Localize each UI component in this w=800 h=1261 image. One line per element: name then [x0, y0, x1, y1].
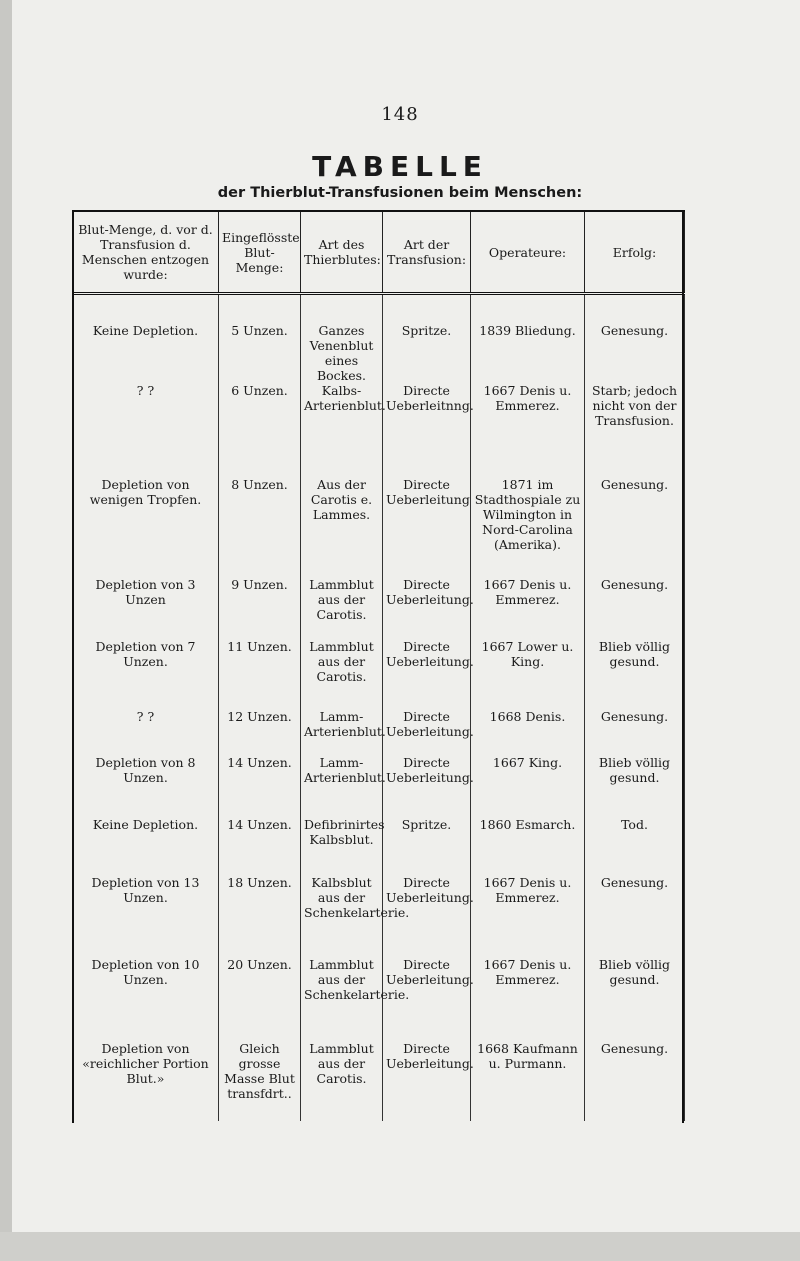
cell-animal-blood: Lamm-Arterienblut.: [301, 755, 383, 817]
table-row: [73, 875, 685, 957]
cell-blood-infused: 9 Unzen.: [219, 577, 301, 639]
cell-blood-removed: Depletion von 8 Unzen.: [73, 755, 219, 817]
cell-animal-blood: Defibrinirtes Kalbsblut.: [301, 817, 383, 875]
cell-outcome: Starb; jedoch nicht von der Transfusion.: [585, 383, 685, 477]
cell-operators: 1667 Denis u. Emmerez.: [471, 577, 585, 639]
cell-blood-infused: 5 Unzen.: [219, 294, 301, 384]
cell-blood-removed: Keine Depletion.: [73, 817, 219, 875]
cell-transfusion-type: Directe Ueberleitung: [383, 477, 471, 577]
cell-transfusion-type: Directe Ueberleitung.: [383, 1041, 471, 1121]
header-blood-infused: Eingeflösste Blut-Menge:: [219, 211, 301, 294]
table-row: [73, 294, 685, 384]
cell-transfusion-type: Directe Ueberleitung.: [383, 875, 471, 957]
cell-transfusion-type: Directe Ueberleitung.: [383, 957, 471, 1041]
table-row: [73, 577, 685, 639]
table-row: [73, 1041, 685, 1121]
cell-operators: 1668 Denis.: [471, 709, 585, 755]
cell-blood-removed: Depletion von «reichlicher Portion Blut.»: [73, 1041, 219, 1121]
cell-operators: 1667 Denis u. Emmerez.: [471, 383, 585, 477]
header-operators: Operateure:: [471, 211, 585, 294]
page-number: 148: [381, 104, 419, 125]
cell-animal-blood: Kalbs-Arterienblut.: [301, 383, 383, 477]
cell-operators: 1667 King.: [471, 755, 585, 817]
cell-transfusion-type: Directe Ueberleitung.: [383, 577, 471, 639]
cell-animal-blood: Lammblut aus der Carotis.: [301, 639, 383, 709]
cell-animal-blood: Kalbsblut aus der Schenkelarterie.: [301, 875, 383, 957]
cell-blood-removed: ? ?: [73, 383, 219, 477]
cell-outcome: Blieb völlig gesund.: [585, 639, 685, 709]
cell-operators: 1871 im Stadthospiale zu Wilmington in Nord-Carolina (Amerika).: [471, 477, 585, 577]
header-outcome: Erfolg:: [585, 211, 685, 294]
table-row: [73, 755, 685, 817]
cell-animal-blood: Ganzes Venenblut eines Bockes.: [301, 294, 383, 384]
cell-transfusion-type: Spritze.: [383, 294, 471, 384]
page-bottom-shadow: [0, 1232, 800, 1261]
cell-outcome: Genesung.: [585, 709, 685, 755]
cell-operators: 1667 Denis u. Emmerez.: [471, 957, 585, 1041]
cell-outcome: Blieb völlig gesund.: [585, 755, 685, 817]
cell-operators: 1839 Bliedung.: [471, 294, 585, 384]
cell-animal-blood: Lammblut aus der Carotis.: [301, 577, 383, 639]
cell-animal-blood: Lamm-Arterienblut.: [301, 709, 383, 755]
cell-blood-infused: 14 Unzen.: [219, 755, 301, 817]
cell-blood-infused: 11 Unzen.: [219, 639, 301, 709]
cell-outcome: Genesung.: [585, 577, 685, 639]
cell-blood-infused: 20 Unzen.: [219, 957, 301, 1041]
header-animal-blood-type: Art des Thierblutes:: [301, 211, 383, 294]
table-row: [73, 709, 685, 755]
table-row: [73, 957, 685, 1041]
cell-transfusion-type: Directe Ueberleitung.: [383, 755, 471, 817]
table-body: [73, 294, 685, 1122]
cell-blood-infused: 8 Unzen.: [219, 477, 301, 577]
cell-animal-blood: Lammblut aus der Carotis.: [301, 1041, 383, 1121]
cell-blood-infused: 14 Unzen.: [219, 817, 301, 875]
cell-outcome: Genesung.: [585, 875, 685, 957]
header-transfusion-type: Art der Transfusion:: [383, 211, 471, 294]
header-blood-removed: Blut-Menge, d. vor d. Transfusion d. Menschen entzogen wurde:: [73, 211, 219, 294]
table-row: [73, 477, 685, 577]
cell-operators: 1667 Denis u. Emmerez.: [471, 875, 585, 957]
cell-outcome: Genesung.: [585, 1041, 685, 1121]
transfusion-table-container: [72, 210, 684, 1123]
cell-transfusion-type: Directe Ueberleitung.: [383, 639, 471, 709]
cell-blood-infused: Gleich grosse Masse Blut transfdrt..: [219, 1041, 301, 1121]
cell-blood-removed: Depletion von 10 Unzen.: [73, 957, 219, 1041]
cell-outcome: Blieb völlig gesund.: [585, 957, 685, 1041]
cell-blood-removed: Depletion von 13 Unzen.: [73, 875, 219, 957]
cell-blood-removed: ? ?: [73, 709, 219, 755]
cell-transfusion-type: Directe Ueberleitung.: [383, 709, 471, 755]
cell-animal-blood: Lammblut aus der Schenkelarterie.: [301, 957, 383, 1041]
cell-operators: 1860 Esmarch.: [471, 817, 585, 875]
table-subtitle: der Thierblut-Transfusionen beim Menschen:: [217, 185, 583, 201]
table-row: [73, 639, 685, 709]
cell-blood-infused: 12 Unzen.: [219, 709, 301, 755]
table-row: [73, 383, 685, 477]
cell-animal-blood: Aus der Carotis e. Lammes.: [301, 477, 383, 577]
cell-blood-removed: Depletion von 3 Unzen: [73, 577, 219, 639]
cell-operators: 1668 Kaufmann u. Purmann.: [471, 1041, 585, 1121]
cell-blood-infused: 18 Unzen.: [219, 875, 301, 957]
cell-blood-removed: Keine Depletion.: [73, 294, 219, 384]
cell-outcome: Tod.: [585, 817, 685, 875]
cell-transfusion-type: Spritze.: [383, 817, 471, 875]
cell-transfusion-type: Directe Ueberleitnng.: [383, 383, 471, 477]
table-title: TABELLE: [312, 150, 488, 183]
table-header-row: [73, 211, 685, 294]
table-row: [73, 817, 685, 875]
cell-outcome: Genesung.: [585, 477, 685, 577]
cell-blood-removed: Depletion von 7 Unzen.: [73, 639, 219, 709]
cell-blood-infused: 6 Unzen.: [219, 383, 301, 477]
transfusion-table: [72, 210, 685, 1121]
cell-blood-removed: Depletion von wenigen Tropfen.: [73, 477, 219, 577]
cell-operators: 1667 Lower u. King.: [471, 639, 585, 709]
cell-outcome: Genesung.: [585, 294, 685, 384]
